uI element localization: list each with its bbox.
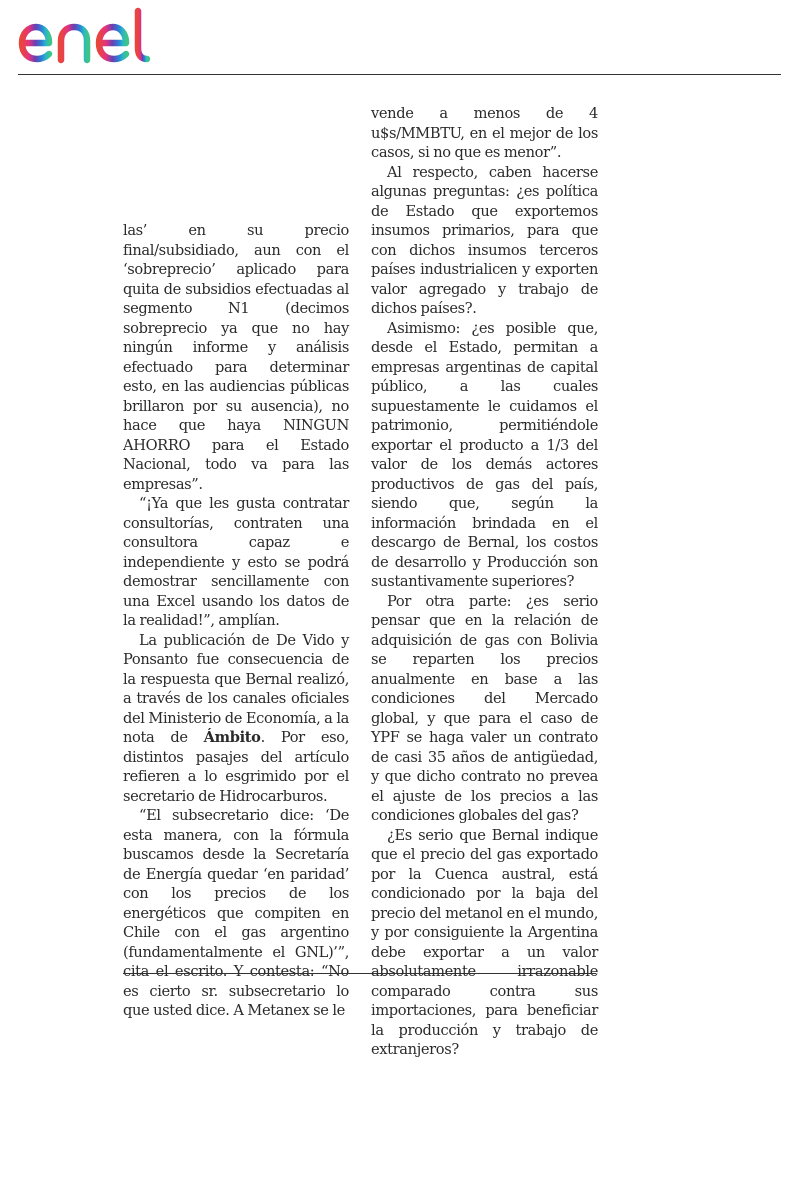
paragraph: Al respecto, caben hacerse algunas preguntas: ¿es política de Estado que exportemos insumos primarios, para que con dichos insumos terceros países industrialicen y exporten valor agregado y trabajo de dichos países?. [371,163,598,317]
paragraph: Asimismo: ¿es posible que, desde el Estado, permitan a empresas argentinas de capital público, a las cuales supuestamente le cuidamos el patrimonio, permitiéndole exportar el producto a 1/3 del valor de los demás actores productivos de gas del país, siendo que, según la información brindada en el descargo de Bernal, los costos de desarrollo y Producción son sustantivamente superiores? [371,319,598,590]
enel-logo [16,6,182,66]
paragraph: “El subsecretario dice: ‘De esta manera, con la fórmula buscamos desde la Secretaría de Energía quedar ‘en paridad’ con los precios de los energéticos que compiten en Chile con el gas argentino (fundamentalmente el GNL)’”, cita el escrito. Y contesta: “No es cierto sr. subsecretario lo que usted dice. A Metanex se le [123,807,349,1019]
paragraph: vende a menos de 4 u$s/MMBTU, en el mejor de los casos, si no que es menor”. [371,105,598,161]
article-column-right [371,104,598,1060]
article-column-left [123,221,349,1021]
paragraph [123,631,349,807]
paragraph-text: La publicación de De Vido y Ponsanto fue consecuencia de la respuesta que Bernal realizó, a través de los canales oficiales del Ministerio de Economía, a la nota de [123,631,349,746]
footer-divider [123,973,596,974]
paragraph: Por otra parte: ¿es serio pensar que en la relación de adquisición de gas con Bolivia se reparten los precios anualmente en base a las condiciones del Mercado global, y que para el caso de YPF se haga valer un contrato de casi 35 años de antigüedad, y que dicho contrato no prevea el ajuste de los precios a las condiciones globales del gas? [371,592,598,824]
paragraph: las’ en su precio final/subsidiado, aun con el ‘sobreprecio’ aplicado para quita de subsidios efectuadas al segmento N1 (decimos sobreprecio ya que no hay ningún informe y análisis efectuado para determinar esto, en las audiencias públicas brillaron por su ausencia), no hace que haya NINGUN AHORRO para el Estado Nacional, todo va para las empresas”. [123,222,349,493]
paragraph-text: . Por eso, distintos pasajes del artículo refieren a lo esgrimido por el secretario de Hidrocarburos. [123,729,349,805]
publication-name: Ámbito [203,729,261,746]
paragraph: ¿Es serio que Bernal indique que el precio del gas exportado por la Cuenca austral, está condicionado por la baja del precio del metanol en el mundo, y por consiguiente la Argentina debe exportar a un valor absolutamente irrazonable comparado contra sus importaciones, para beneficiar la producción y trabajo de extranjeros? [371,826,598,1058]
paragraph: “¡Ya que les gusta contratar consultorías, contraten una consultora capaz e independiente y esto se podrá demostrar sencillamente con una Excel usando los datos de la realidad!”, amplían. [123,495,349,629]
header-divider [18,74,781,75]
